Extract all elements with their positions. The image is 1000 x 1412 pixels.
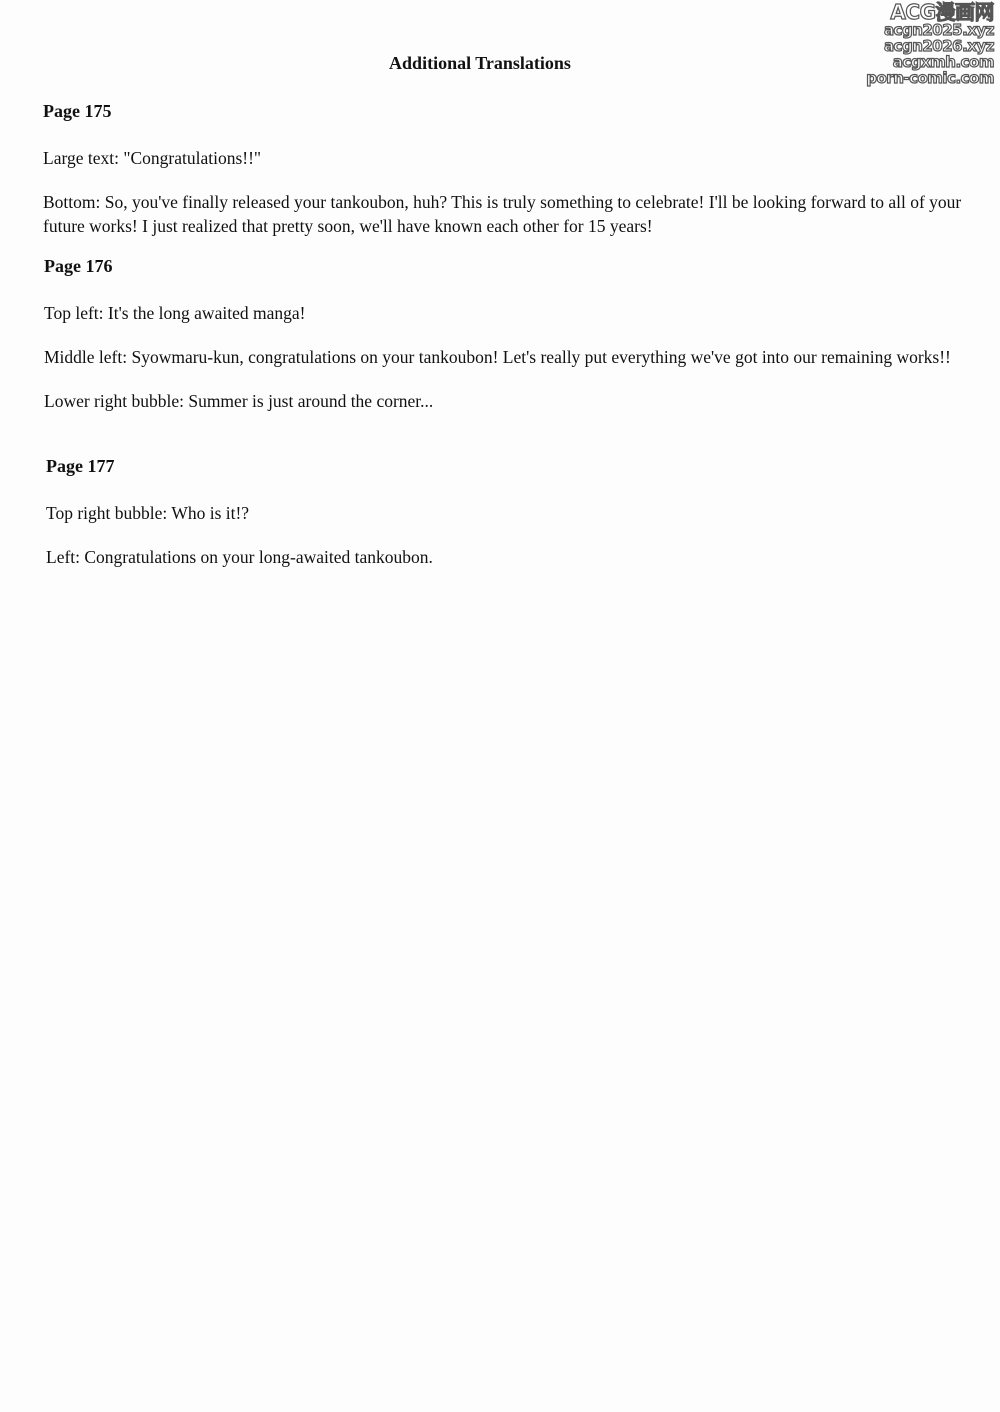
paragraph: Large text: "Congratulations!!" — [43, 148, 262, 168]
section-heading: Page 175 — [43, 101, 112, 121]
watermark-url: acgn2025.xyz — [883, 21, 994, 39]
paragraph: Bottom: So, you've finally released your tankoubon, huh? This is truly something to celebrate! I'll be looking forward to all of your future works! I just realized that pretty soon, we'll have known each other for 15 years! — [43, 192, 962, 236]
section-heading: Page 177 — [46, 456, 115, 476]
document-title: Additional Translations — [389, 53, 571, 73]
paragraph: Top right bubble: Who is it!? — [46, 503, 250, 523]
watermark-url: acgxmh.com — [892, 53, 994, 71]
section-page-177 — [46, 455, 976, 589]
section-page-175 — [43, 100, 973, 258]
paragraph: Middle left: Syowmaru-kun, congratulations on your tankoubon! Let's really put everything we've got into our remaining works!! — [44, 347, 951, 367]
watermark-url: porn-comic.com — [866, 69, 994, 87]
section-page-176 — [44, 255, 974, 433]
paragraph: Top left: It's the long awaited manga! — [44, 303, 306, 323]
watermark-url: acgn2026.xyz — [883, 37, 994, 55]
paragraph: Lower right bubble: Summer is just around the corner... — [44, 391, 434, 411]
site-watermark — [844, 2, 994, 86]
watermark-brand: ACG漫画网 — [890, 0, 994, 24]
paragraph: Left: Congratulations on your long-awaited tankoubon. — [46, 547, 433, 567]
section-heading: Page 176 — [44, 256, 113, 276]
